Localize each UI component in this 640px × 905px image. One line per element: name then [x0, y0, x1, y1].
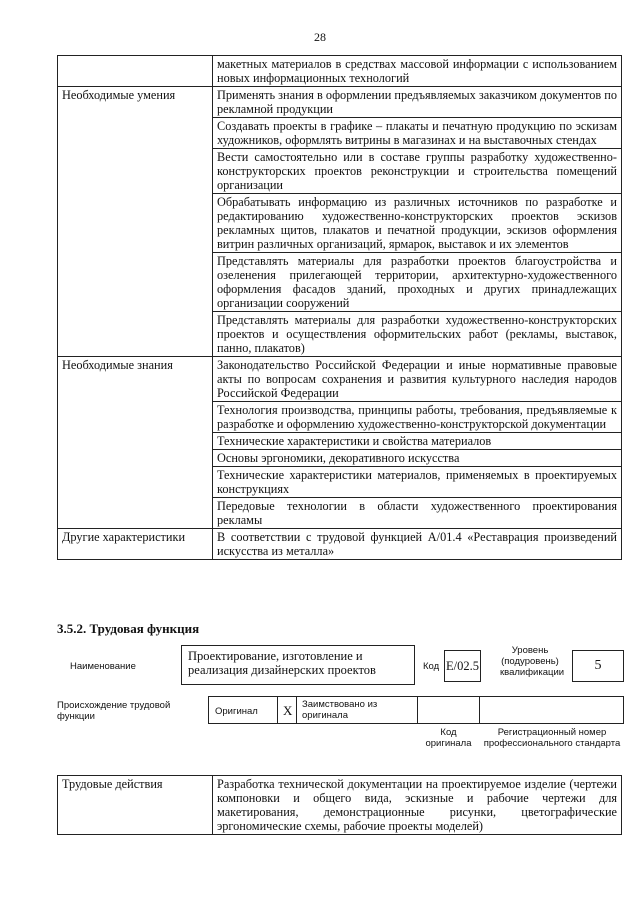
- requirements-table: [57, 55, 622, 560]
- requirement-row: [58, 529, 622, 560]
- page-number: 28: [314, 30, 326, 44]
- function-code-box: E/02.5: [444, 650, 481, 682]
- code-label: Код: [423, 661, 440, 672]
- requirement-item: Технические характеристики материалов, применяемых в проектируемых конструкциях: [213, 467, 622, 498]
- requirement-item: Технология производства, принципы работы, требования, предъявляемые к разработке и оформлению художественно-конструкторской документации: [213, 402, 622, 433]
- origin-row: [208, 696, 624, 724]
- original-label: Оригинал: [215, 706, 258, 717]
- level-label: [500, 645, 565, 678]
- qualification-level-box: 5: [572, 650, 624, 682]
- requirement-item: Применять знания в оформлении предъявляемых заказчиком документов по рекламной продукции: [213, 87, 622, 118]
- labor-actions-table: [57, 775, 622, 835]
- original-mark: X: [283, 703, 293, 718]
- requirement-item: макетных материалов в средствах массовой информации с использованием новых информационных технологий: [213, 56, 622, 87]
- origin-label: Происхождение трудовой функции: [57, 700, 171, 722]
- requirement-group-label: Другие характеристики: [58, 529, 213, 560]
- requirement-group-label: Необходимые умения: [58, 87, 213, 357]
- requirement-row: [58, 56, 622, 87]
- labor-actions-text: Разработка технической документации на проектируемое изделие (чертежи компоновки и общего вида, эскизные и рабочие чертежи для макетирования, демонстрационные рисунки, цветографические эргономические схемы, рабочие проекты моделей): [213, 776, 622, 835]
- requirement-item: Основы эргономики, декоративного искусства: [213, 450, 622, 467]
- original-mark-cell: [277, 696, 297, 724]
- requirement-item: Технические характеристики и свойства материалов: [213, 433, 622, 450]
- reg-number-caption: Регистрационный номер профессионального стандарта: [483, 727, 621, 749]
- requirement-item: Обрабатывать информацию из различных источников по разработке и редактированию художественно-конструкторских проектов эскизов рекламных щитов, плакатов и печатной продукции, эскизов оформления витрин различных организаций, ярмарок, выставок и их элементов: [213, 194, 622, 253]
- requirement-item: Вести самостоятельно или в составе группы разработку художественно-конструкторских проектов реконструкции и строительства помещений организации: [213, 149, 622, 194]
- requirement-item: Законодательство Российской Федерации и иные нормативные правовые акты по вопросам сохранения и развития культурного наследия народов Российской Федерации: [213, 357, 622, 402]
- requirement-item: Представлять материалы для разработки художественно-конструкторских проектов и осуществления оформительских работ (рекламы, выставок, панно, плакатов): [213, 312, 622, 357]
- requirement-item: Создавать проекты в графике – плакаты и печатную продукцию по эскизам художников, оформлять витрины в магазинах и на выставочных стендах: [213, 118, 622, 149]
- function-name-box: Проектирование, изготовление и реализация дизайнерских проектов: [181, 645, 415, 685]
- borrowed-label: Заимствовано из оригинала: [302, 699, 378, 721]
- labor-actions-row: [58, 776, 622, 835]
- requirement-group-label: Необходимые знания: [58, 357, 213, 529]
- requirement-row: [58, 357, 622, 402]
- original-code-caption: Код оригинала: [425, 727, 472, 749]
- requirement-group-label: [58, 56, 213, 87]
- requirement-item: В соответствии с трудовой функцией А/01.4 «Реставрация произведений искусства из металла»: [213, 529, 622, 560]
- level-label-text: Уровень (подуровень) квалификации: [500, 645, 565, 678]
- original-cell: [208, 696, 278, 724]
- borrowed-cell: [296, 696, 418, 724]
- requirement-item: Передовые технологии в области художественного проектирования рекламы: [213, 498, 622, 529]
- reg-number-cell: [479, 696, 624, 724]
- requirement-item: Представлять материалы для разработки проектов благоустройства и озеленения прилегающей территории, архитектурно-художественного оформления фасадов зданий, проходных и других принадлежащих организации сооружений: [213, 253, 622, 312]
- requirement-row: [58, 87, 622, 118]
- section-heading: 3.5.2. Трудовая функция: [57, 621, 200, 636]
- name-label: Наименование: [70, 661, 136, 672]
- labor-actions-label: Трудовые действия: [58, 776, 213, 835]
- original-code-cell: [417, 696, 480, 724]
